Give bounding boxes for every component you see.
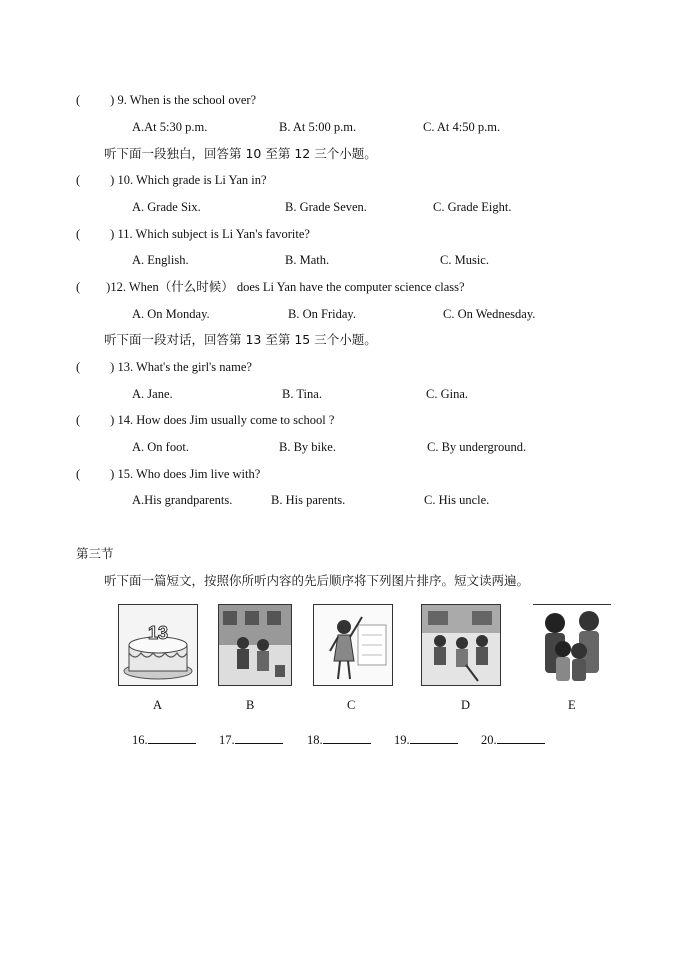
section-title: 第三节 xyxy=(76,546,114,561)
section-instruction: 听下面一篇短文，按照你所听内容的先后顺序将下列图片排序。短文读两遍。 xyxy=(104,573,530,588)
answer-blank-16[interactable]: 16. xyxy=(132,731,196,748)
option-c: C. Music. xyxy=(440,253,489,267)
question-text: 14. How does Jim usually come to school ? xyxy=(117,413,335,427)
picture-label-c: C xyxy=(347,698,356,712)
option-c: C. Grade Eight. xyxy=(433,200,512,214)
option-b: B. At 5:00 p.m. xyxy=(279,120,357,134)
answer-blank-18[interactable]: 18. xyxy=(307,731,371,748)
question-9: ( ) 9. When is the school over? xyxy=(76,93,257,107)
option-c: C. Gina. xyxy=(426,387,469,401)
picture-e-family xyxy=(533,604,611,685)
listening-intro: 听下面一段独白，回答第 10 至第 12 三个小题。 xyxy=(104,146,377,161)
question-14: ( ) 14. How does Jim usually come to school ? xyxy=(76,413,335,427)
question-15: ( ) 15. Who does Jim live with? xyxy=(76,467,261,481)
question-12: ( )12. When（什么时候） does Li Yan have the computer science class? xyxy=(76,280,465,294)
question-text: 13. What's the girl's name? xyxy=(117,360,252,374)
option-b: B. On Friday. xyxy=(288,307,356,321)
picture-a-birthday-cake xyxy=(118,604,198,686)
option-a: A. English. xyxy=(132,253,189,267)
cake-number: 13 xyxy=(147,623,169,643)
option-b: B. Math. xyxy=(285,253,330,267)
question-text: 11. Which subject is Li Yan's favorite? xyxy=(117,227,310,241)
question-text: 15. Who does Jim live with? xyxy=(117,467,261,481)
option-a: A. On Monday. xyxy=(132,307,210,321)
picture-label-e: E xyxy=(568,698,576,712)
picture-label-a: A xyxy=(153,698,163,712)
picture-d-kids-cleaning xyxy=(421,604,501,686)
picture-c-girl-waving xyxy=(313,604,393,686)
picture-label-b: B xyxy=(246,698,255,712)
question-text: 12. When（什么时候） does Li Yan have the computer science class? xyxy=(110,280,465,294)
question-text: 9. When is the school over? xyxy=(117,93,257,107)
option-a: A. On foot. xyxy=(132,440,189,454)
answer-blank-20[interactable]: 20. xyxy=(481,731,545,748)
option-a: A. Grade Six. xyxy=(132,200,201,214)
option-a: A.His grandparents. xyxy=(132,493,233,507)
option-a: A.At 5:30 p.m. xyxy=(132,120,208,134)
answer-paren-open[interactable]: ( xyxy=(76,93,81,107)
option-c: C. At 4:50 p.m. xyxy=(423,120,501,134)
picture-b-kids-walking xyxy=(218,604,292,686)
option-c: C. His uncle. xyxy=(424,493,490,507)
question-13: ( ) 13. What's the girl's name? xyxy=(76,360,252,374)
question-11: ( ) 11. Which subject is Li Yan's favorite? xyxy=(76,227,310,241)
answer-blank-19[interactable]: 19. xyxy=(394,731,458,748)
listening-intro: 听下面一段对话，回答第 13 至第 15 三个小题。 xyxy=(104,332,377,347)
option-b: B. Grade Seven. xyxy=(285,200,367,214)
option-b: B. By bike. xyxy=(279,440,336,454)
option-a: A. Jane. xyxy=(132,387,173,401)
picture-label-d: D xyxy=(461,698,471,712)
option-b: B. Tina. xyxy=(282,387,322,401)
question-10: ( ) 10. Which grade is Li Yan in? xyxy=(76,173,267,187)
question-text: 10. Which grade is Li Yan in? xyxy=(117,173,267,187)
option-c: C. On Wednesday. xyxy=(443,307,536,321)
option-b: B. His parents. xyxy=(271,493,346,507)
option-c: C. By underground. xyxy=(427,440,527,454)
answer-blank-17[interactable]: 17. xyxy=(219,731,283,748)
